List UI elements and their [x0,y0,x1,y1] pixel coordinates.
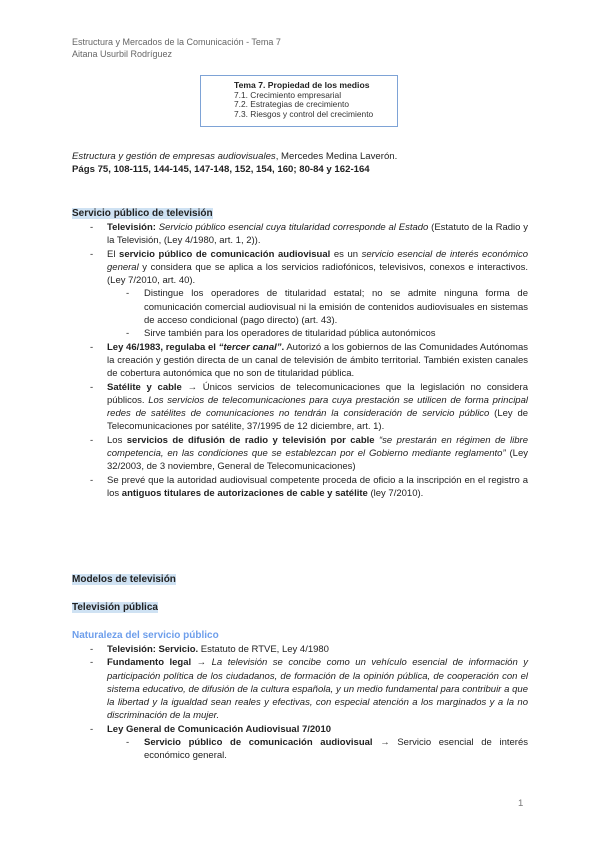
list-item: - El servicio público de comunicación audiovisual es un servicio esencial de interés económico general y considera que se aplica a los servicios radiofónicos, televisivos, conexos e interactivos. (Ley 7/2010, art. 40). [72,248,528,288]
running-header [72,36,281,60]
list-item: - Los servicios de difusión de radio y televisión por cable “se prestarán en régimen de libre competencia, en las condiciones que se establezcan por el Gobierno mediante reglamento” (Ley 32/2003, de 3 noviembre, General de Telecomunicaciones) [72,434,528,474]
section-title-tv-models: Modelos de televisión [72,574,176,585]
book-author: , Mercedes Medina Laverón. [275,151,398,162]
topic-item: 7.1. Crecimiento empresarial [234,89,342,100]
section-title-public-tv: Servicio público de televisión [72,208,213,219]
list-item: - Ley General de Comunicación Audiovisual 7/2010 [72,723,528,736]
section-heading [72,601,158,614]
section-heading [72,573,176,586]
source-reference [72,150,397,176]
topic-item: 7.3. Riesgos y control del crecimiento [234,108,374,119]
public-tv-list [72,221,528,500]
list-subitem: - Servicio público de comunicación audiovisual → Servicio esencial de interés económico general. [72,736,528,763]
header-course: Estructura y Mercados de la Comunicación - Tema 7 [72,37,281,47]
topic-title: Tema 7. Propiedad de los medios [234,80,370,90]
list-item: - Se prevé que la autoridad audiovisual competente proceda de oficio a la inscripción en el registro a los antiguos titulares de autorizaciones de cable y satélite (ley 7/2010). [72,474,528,501]
book-title: Estructura y gestión de empresas audiovisuales [72,151,276,162]
subsection-title: Naturaleza del servicio público [72,630,219,641]
list-item: - Ley 46/1983, regulaba el “tercer canal”. Autorizó a los gobiernos de las Comunidades Autónomas la creación y gestión directa de un canal de televisión de ámbito territorial. También existen canales de cobertura autonómica que no son de titularidad pública. [72,341,528,381]
list-subitem: - Sirve también para los operadores de titularidad pública autonómicos [72,327,528,340]
nature-list [72,643,528,763]
topic-box [200,75,398,127]
list-subitem: - Distingue los operadores de titularidad estatal; no se admite ninguna forma de comunicación comercial audiovisual ni la emisión de contenidos audiovisuales en sistemas de acceso condicional (pago directo) (art. 43). [72,287,528,327]
header-author: Aitana Usurbil Rodríguez [72,49,173,59]
section-title-public-television: Televisión pública [72,602,158,613]
page-number: 1 [518,798,524,809]
list-item: - Satélite y cable → Únicos servicios de telecomunicaciones que la legislación no considera públicos. Los servicios de telecomunicaciones para cuya prestación se utilicen de forma principal redes de satélites de comunicaciones no tendrán la consideración de servicio público (Ley de Telecomunicaciones por satélite, 37/1995 de 12 diciembre, art. 1). [72,381,528,434]
list-item: - Televisión: Servicio público esencial cuya titularidad corresponde al Estado (Estatuto de la Radio y la Televisión, (Ley 4/1980, art. 1, 2)). [72,221,528,248]
topic-item: 7.2. Estrategias de crecimiento [234,99,349,110]
list-item: - Fundamento legal → La televisión se concibe como un vehículo esencial de información y participación política de los ciudadanos, de formación de la opinión pública, de cooperación con el sistema educativo, de difusión de la cultura española, y un medio fundamental para contribuir a que la libertad y la igualdad sean reales y efectivas, con especial atención a los marginados y a la no discriminación de la mujer. [72,656,528,722]
section-heading [72,207,213,220]
list-item: - Televisión: Servicio. Estatuto de RTVE, Ley 4/1980 [72,643,528,656]
page-references: Págs 75, 108-115, 144-145, 147-148, 152, 154, 160; 80-84 y 162-164 [72,164,370,175]
